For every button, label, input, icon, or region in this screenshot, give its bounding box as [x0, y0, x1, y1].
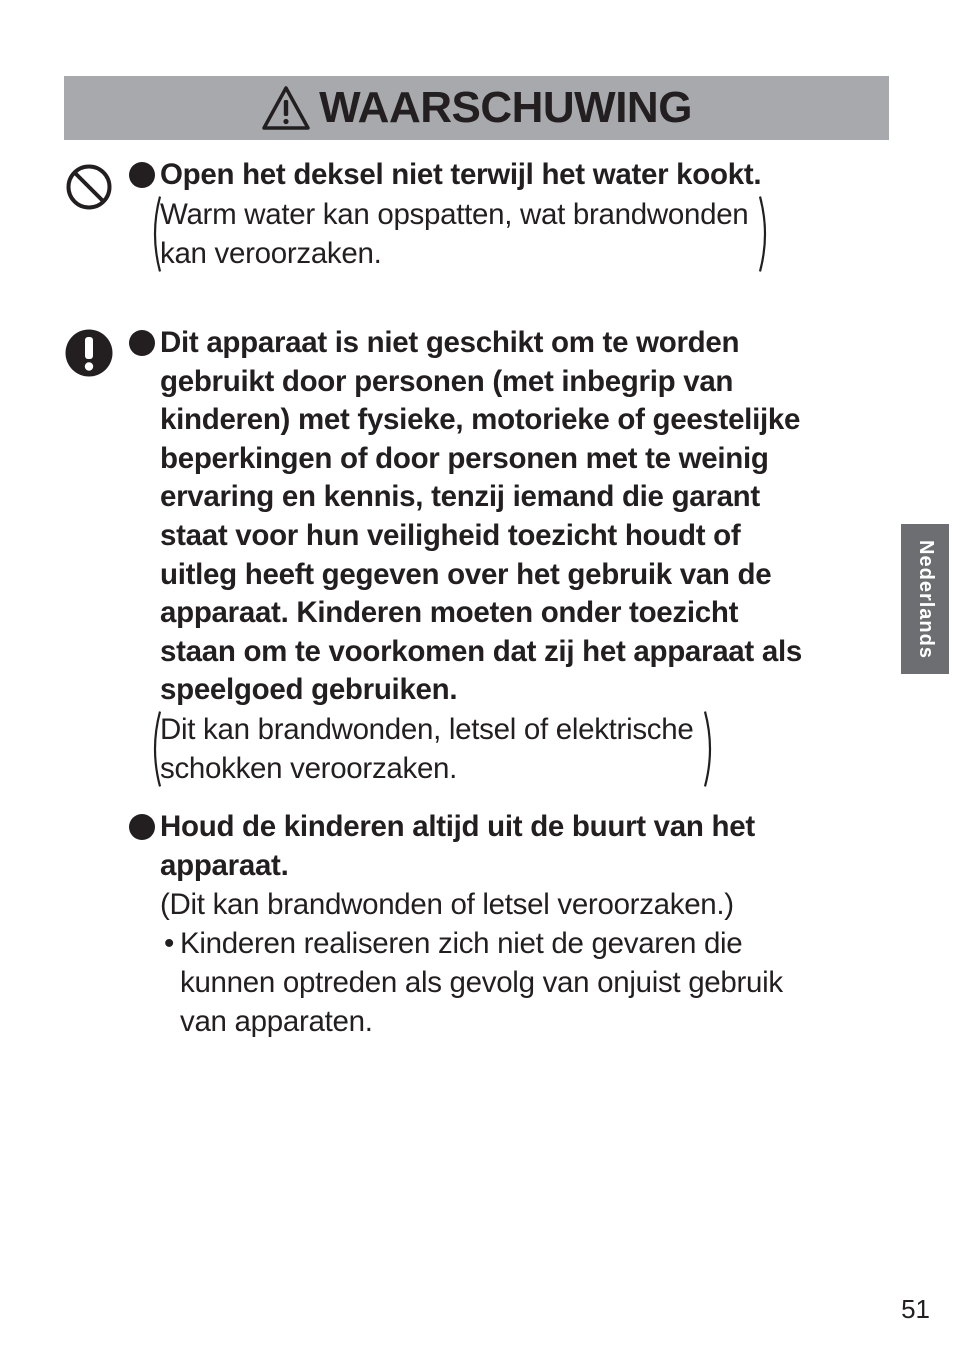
note-line: Warm water kan opspatten, wat brandwonden — [160, 197, 749, 231]
right-parenthesis — [758, 195, 772, 273]
note-line: Dit kan brandwonden, letsel of elektrische — [160, 712, 694, 746]
left-parenthesis — [148, 195, 162, 273]
warning-banner — [64, 76, 889, 140]
item-heading: Dit apparaat is niet geschikt om te worden gebruikt door personen (met inbegrip van kinderen) met fysieke, motorieke of geestelijke beperkingen of door personen met te weinig ervaring en kennis, tenzij iemand die garant staat voor hun veiligheid toezicht houdt of uitleg heeft gegeven over het gebruik van de apparaat. Kinderen moeten onder toezicht staan om te voorkomen dat zij het apparaat als speelgoed gebruiken. — [128, 324, 898, 710]
language-tab — [901, 524, 949, 674]
item-note: (Dit kan brandwonden of letsel veroorzaken.) — [160, 888, 734, 922]
item-heading: Houd de kinderen altijd uit de buurt van het apparaat. — [128, 808, 898, 885]
warning-item-children — [128, 808, 898, 1041]
warning-item-supervision — [128, 324, 898, 788]
note-parenthetical — [148, 710, 717, 788]
note-line: schokken veroorzaken. — [160, 751, 458, 785]
mandatory-exclamation-icon — [64, 328, 114, 378]
bullet-dot — [129, 330, 155, 356]
left-parenthesis — [148, 710, 162, 788]
sub-bullet-dot: • — [164, 927, 175, 961]
prohibition-icon — [64, 162, 114, 212]
note-line: kan veroorzaken. — [160, 236, 382, 270]
bullet-dot — [129, 162, 155, 188]
warning-item-lid — [128, 156, 898, 273]
page-number: 51 — [901, 1294, 930, 1324]
warning-triangle-icon — [261, 85, 311, 131]
note-parenthetical — [148, 195, 772, 273]
right-parenthesis — [703, 710, 717, 788]
language-tab-label: Nederlands — [914, 539, 937, 659]
sub-bullet-item: • Kinderen realiseren zich niet de gevaren die kunnen optreden als gevolg van onjuist gebruik van apparaten. — [128, 924, 898, 1041]
banner-title: WAARSCHUWING — [319, 83, 692, 132]
item-heading: Open het deksel niet terwijl het water kookt. — [128, 156, 898, 195]
bullet-dot — [129, 814, 155, 840]
